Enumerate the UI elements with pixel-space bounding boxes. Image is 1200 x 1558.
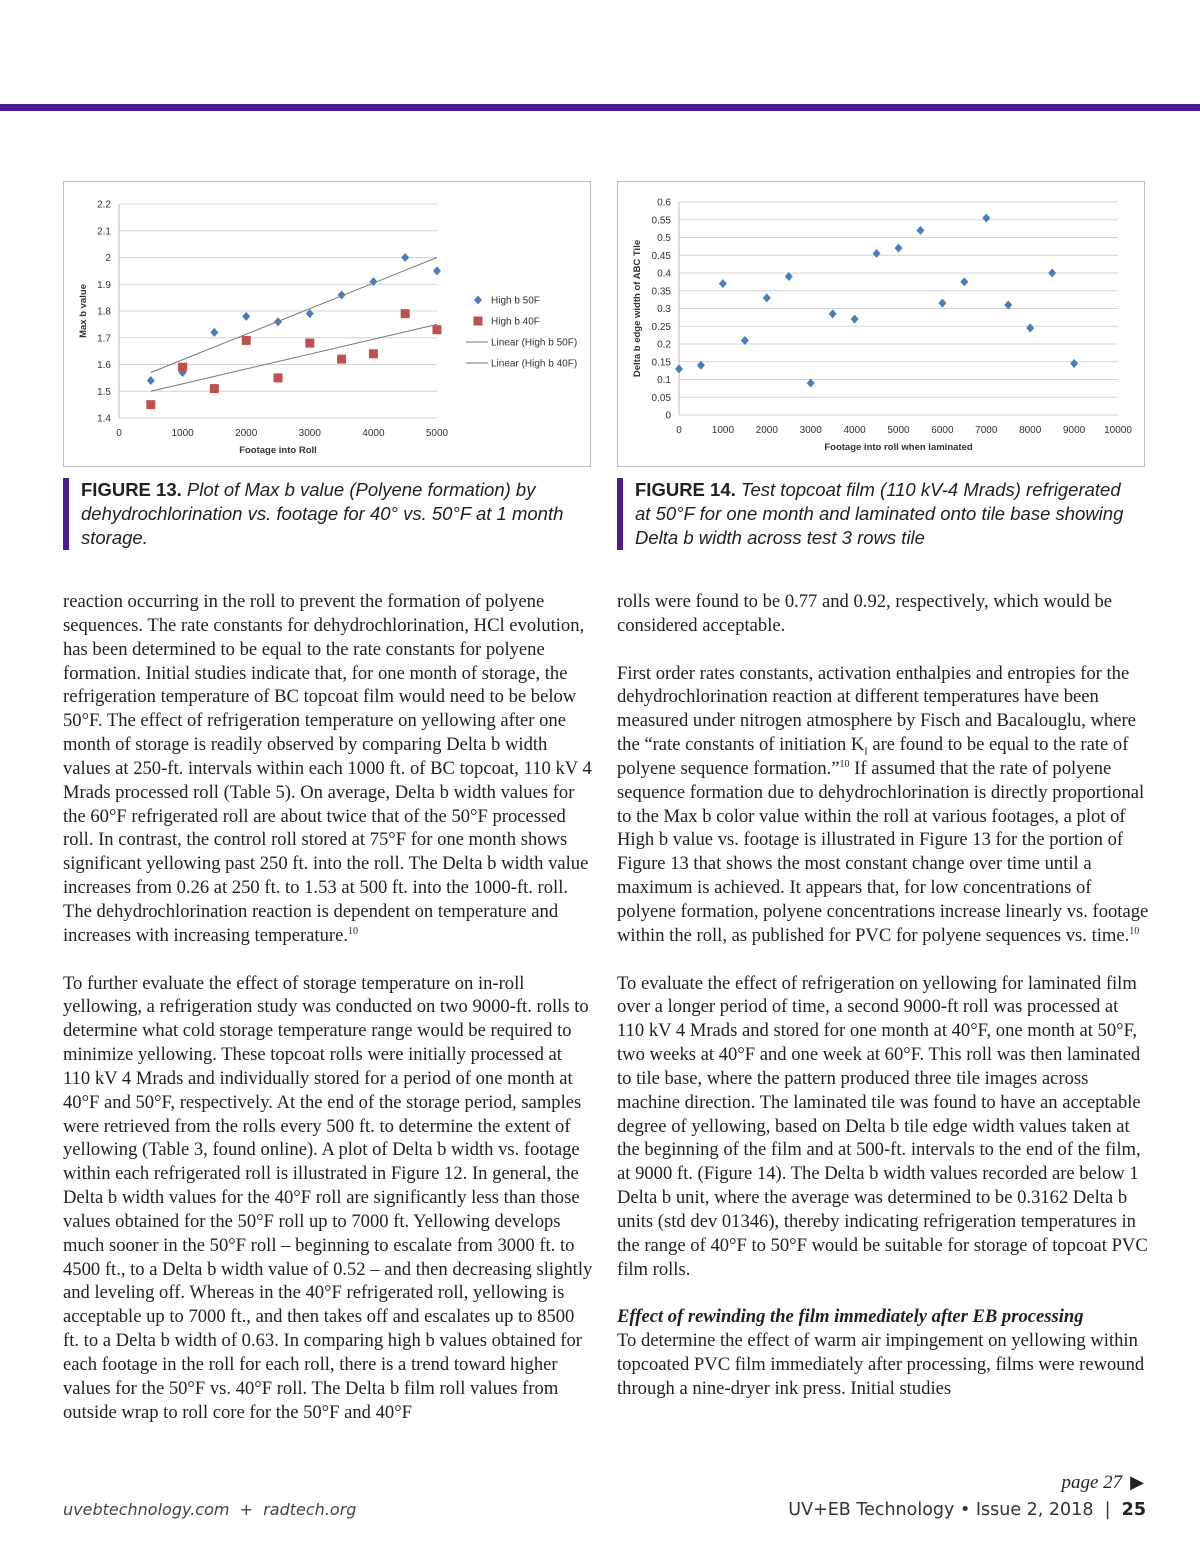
- data-point-diamond: [916, 226, 924, 235]
- paragraph: To evaluate the effect of refrigeration on yellowing for laminated film over a longer period of time, a second 9000-ft roll was processed at 110 kV 4 Mrads and stored for one month at 40°F, one month at 50°F, two weeks at 40°F and one week at 60°F. This roll was then laminated to tile base, where the pattern produced three tile images across machine direction. The laminated tile was found to have an acceptable degree of yellowing, based on Delta b tile edge width values taken at the beginning of the film and at 500-ft. intervals to the end of the film, at 9000 ft. (Figure 14). The Delta b width values recorded are below 1 Delta b unit, where the average was determined to be 0.3162 Delta b units (std dev 01346), thereby indicating refrigeration temperatures in the range of 40°F to 50°F would be suitable for storage of topcoat PVC film rolls.: [617, 972, 1148, 1280]
- data-point-diamond: [675, 364, 683, 373]
- x-tick-label: 4000: [843, 425, 866, 436]
- figure-14-caption: [617, 478, 1135, 550]
- y-tick-label: 1.8: [97, 306, 111, 318]
- x-tick-label: 5000: [887, 425, 910, 436]
- x-tick-label: 7000: [975, 425, 998, 436]
- legend-label: Linear (High b 50F): [491, 337, 578, 349]
- y-tick-label: 0: [665, 410, 671, 422]
- publication-name: UV+EB Technology • Issue 2, 2018: [788, 1500, 1094, 1520]
- data-point-diamond: [851, 315, 859, 324]
- data-point-diamond: [433, 266, 441, 275]
- paragraph: [63, 590, 593, 948]
- continued-link[interactable]: [1061, 1472, 1144, 1494]
- paragraph-text: To determine the effect of warm air impingement on yellowing within topcoated PVC film immediately after processing, films were rewound through a nine-dryer ink press. Initial studies: [617, 1330, 1145, 1399]
- y-tick-label: 2.1: [97, 226, 111, 238]
- data-point-diamond: [895, 244, 903, 253]
- y-tick-label: 1.5: [97, 386, 111, 398]
- y-tick-label: 0.3: [657, 304, 671, 315]
- arrow-right-icon: ▶: [1130, 1472, 1144, 1492]
- continued-text: page 27: [1061, 1472, 1123, 1493]
- data-point-diamond: [960, 277, 968, 286]
- data-point-square: [242, 336, 251, 345]
- paragraph-text: reaction occurring in the roll to prevent the formation of polyene sequences. The rate constants for dehydrochlorination, HCl evolution, has been determined to be equal to the rate constants for polyene formation. Initial studies indicate that, for one month of storage, the refrigeration temperature of BC topcoat film would need to be below 50°F. The effect of refrigeration temperature on yellowing after one month of storage is readily observed by comparing Delta b width values at 250-ft. intervals within each 1000 ft. of BC topcoat, 110 kV 4 Mrads processed roll (Table 5). On average, Delta b width values for the 60°F refrigerated roll are about twice that of the 50°F processed roll. In contrast, the control roll stored at 75°F for one month shows significant yellowing past 250 ft. into the roll. The Delta b width value increases from 0.26 at 250 ft. to 1.53 at 500 ft. into the 1000-ft. roll. The dehydrochlorination reaction is dependent on temperature and increases with increasing temperature.: [63, 591, 592, 946]
- legend-label: Linear (High b 40F): [491, 358, 578, 370]
- paragraph: [617, 662, 1149, 948]
- figure-14-svg: [618, 182, 1146, 468]
- data-point-diamond: [719, 279, 727, 288]
- y-tick-label: 1.7: [97, 333, 111, 345]
- x-tick-label: 4000: [362, 428, 385, 439]
- y-tick-label: 1.6: [97, 360, 111, 371]
- right-column: [617, 590, 1149, 1425]
- data-point-diamond: [1048, 269, 1056, 278]
- figure-14-caption-text: Test topcoat film (110 kV-4 Mrads) refrigerated at 50°F for one month and laminated onto tile base showing Delta b width across test 3 rows tile: [635, 479, 1124, 548]
- data-point-diamond: [938, 299, 946, 308]
- x-tick-label: 2000: [755, 425, 778, 436]
- paragraph: To further evaluate the effect of storage temperature on in-roll yellowing, a refrigeration study was conducted on two 9000-ft. rolls to determine what cold storage temperature range would be required to minimize yellowing. These topcoat rolls were initially processed at 110 kV 4 Mrads and individually stored for a period of one month at 40°F and 50°F, respectively. At the end of the storage period, samples were retrieved from the rolls every 500 ft. to determine the extent of yellowing (Table 3, found online). A plot of Delta b width vs. footage within each refrigerated roll is illustrated in Figure 12. In general, the Delta b width values for the 40°F roll are significantly less than those values obtained for the 50°F roll up to 7000 ft. Yellowing develops much sooner in the 50°F roll – beginning to escalate from 3000 ft. to 4500 ft., to a Delta b width value of 0.52 – and then decreasing slightly and leveling off. Whereas in the 40°F refrigerated roll, yellowing is acceptable up to 7000 ft., and then takes off and escalates up to 8500 ft. to a Delta b width of 0.63. In comparing high b values obtained for each footage in the roll for each roll, there is a trend toward higher values for the 50°F vs. 40°F roll. The Delta b film roll values from outside wrap to roll core for the 50°F and 40°F: [63, 972, 593, 1423]
- x-tick-label: 10000: [1104, 425, 1132, 436]
- paragraph-text: are found to be equal to the rate of polyene sequence formation.”: [617, 734, 1129, 779]
- y-tick-label: 0.5: [657, 233, 671, 244]
- x-tick-label: 2000: [235, 428, 258, 439]
- data-point-diamond: [873, 249, 881, 258]
- x-tick-label: 3000: [799, 425, 822, 436]
- x-tick-label: 6000: [931, 425, 954, 436]
- data-point-diamond: [210, 328, 218, 337]
- legend-label: High b 50F: [491, 295, 540, 307]
- y-tick-label: 0.6: [657, 197, 671, 209]
- data-point-diamond: [982, 213, 990, 222]
- y-tick-label: 1.9: [97, 279, 111, 291]
- figure-13-caption-text: Plot of Max b value (Polyene formation) by dehydrochlorination vs. footage for 40° vs. 50°F at 1 month storage.: [81, 479, 564, 548]
- reference: 10: [347, 925, 358, 937]
- header-accent-bar: [0, 104, 1200, 111]
- data-point-square: [210, 384, 219, 393]
- figure-13-svg: [64, 182, 592, 468]
- x-tick-label: 0: [676, 425, 682, 436]
- y-axis-label: Max b value: [78, 284, 89, 338]
- y-tick-label: 1.4: [97, 413, 111, 425]
- footer-websites: uvebtechnology.com + radtech.org: [63, 1500, 357, 1519]
- x-axis-label: Footage into roll when laminated: [824, 442, 973, 453]
- x-tick-label: 1000: [711, 425, 735, 436]
- reference: 10: [839, 758, 850, 770]
- data-point-square: [474, 317, 483, 326]
- figure-14-label: FIGURE 14.: [635, 479, 736, 500]
- separator: |: [1104, 1500, 1111, 1520]
- legend-label: High b 40F: [491, 316, 540, 328]
- data-point-square: [433, 325, 442, 334]
- data-point-square: [178, 363, 187, 372]
- trendline: [151, 258, 437, 373]
- y-tick-label: 0.4: [657, 268, 671, 280]
- left-column: [63, 590, 593, 1448]
- figure-13-caption: [63, 478, 581, 550]
- page-number: 25: [1121, 1500, 1146, 1520]
- data-point-square: [305, 339, 314, 348]
- data-point-diamond: [242, 312, 250, 321]
- x-axis-label: Footage into Roll: [239, 445, 317, 456]
- y-tick-label: 2: [105, 253, 111, 264]
- y-tick-label: 0.15: [651, 357, 671, 369]
- data-point-diamond: [1026, 324, 1034, 333]
- data-point-diamond: [401, 253, 409, 262]
- data-point-square: [369, 349, 378, 358]
- data-point-diamond: [474, 296, 482, 305]
- data-point-diamond: [1070, 359, 1078, 368]
- x-tick-label: 8000: [1019, 425, 1042, 436]
- data-point-square: [401, 309, 410, 318]
- y-axis-label: Delta b edge width of ABC Tile: [632, 239, 643, 378]
- x-tick-label: 0: [116, 428, 122, 439]
- y-tick-label: 0.05: [651, 392, 671, 404]
- data-point-square: [337, 355, 346, 364]
- paragraph-text: If assumed that the rate of polyene sequence formation due to dehydrochlorination is directly proportional to the Max b color value within the roll at various footages, a plot of High b value vs. footage is illustrated in Figure 13 for the portion of Figure 13 that shows the most constant change over time until a maximum is achieved. It appears that, for low concentrations of polyene formation, polyene concentrations increase linearly vs. footage within the roll, as published for PVC for polyene sequences vs. time.: [617, 757, 1149, 946]
- data-point-diamond: [829, 309, 837, 318]
- data-point-diamond: [763, 293, 771, 302]
- y-tick-label: 0.45: [651, 250, 671, 262]
- reference: 10: [1129, 925, 1140, 937]
- subscript: I: [864, 746, 868, 758]
- data-point-square: [274, 373, 283, 382]
- x-tick-label: 5000: [425, 428, 449, 439]
- figure-14-chart: [617, 181, 1145, 467]
- x-tick-label: 1000: [171, 428, 194, 439]
- y-tick-label: 0.2: [657, 339, 671, 351]
- paragraph: [617, 1305, 1149, 1400]
- footer-publication: [788, 1500, 1146, 1520]
- y-tick-label: 0.35: [651, 286, 671, 298]
- y-tick-label: 2.2: [97, 199, 111, 211]
- y-tick-label: 0.25: [651, 321, 671, 333]
- x-tick-label: 3000: [298, 428, 321, 439]
- y-tick-label: 0.1: [657, 375, 671, 386]
- figure-13-chart: [63, 181, 591, 467]
- y-tick-label: 0.55: [651, 215, 671, 227]
- trendline: [151, 324, 437, 391]
- x-tick-label: 9000: [1062, 425, 1086, 436]
- section-subheading: Effect of rewinding the film immediately after EB processing: [617, 1306, 1084, 1328]
- paragraph: rolls were found to be 0.77 and 0.92, respectively, which would be considered acceptable.: [617, 591, 1113, 636]
- figure-13-label: FIGURE 13.: [81, 479, 182, 500]
- paragraph-text: First order rates constants, activation enthalpies and entropies for the dehydrochlorination reaction at different temperatures have been measured under nitrogen atmosphere by Fisch and Bacalouglu, where the “rate constants of initiation K: [617, 662, 1136, 756]
- data-point-square: [146, 400, 155, 409]
- data-point-diamond: [147, 376, 155, 385]
